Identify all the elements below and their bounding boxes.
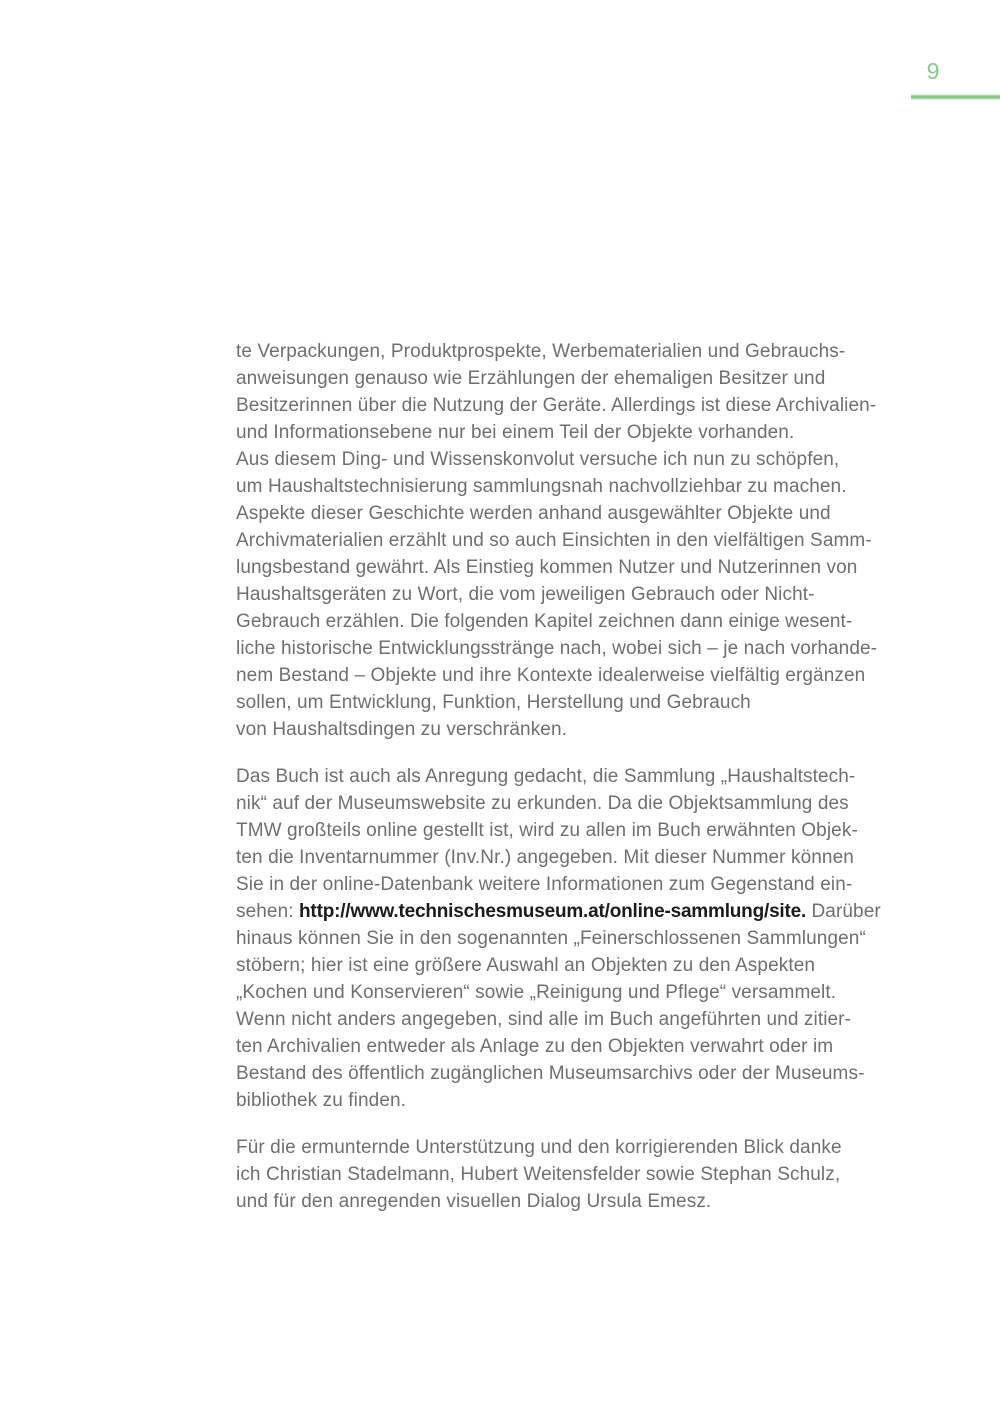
text-segment: stöbern; hier ist eine größere Auswahl an Objekten zu den Aspekten <box>236 955 816 976</box>
text-line <box>236 871 926 898</box>
text-segment: te Verpackungen, Produktprospekte, Werbematerialien und Gebrauchs- <box>236 341 846 362</box>
text-line <box>236 1006 926 1033</box>
paragraph <box>236 763 926 1114</box>
text-line <box>236 898 926 925</box>
text-line <box>236 581 926 608</box>
text-segment: hinaus können Sie in den sogenannten „Feinerschlossenen Sammlungen“ <box>236 928 866 949</box>
text-segment: Haushaltsgeräten zu Wort, die vom jeweiligen Gebrauch oder Nicht- <box>236 584 815 605</box>
text-segment: um Haushaltstechnisierung sammlungsnah nachvollziehbar zu machen. <box>236 476 847 497</box>
text-segment: Für die ermunternde Unterstützung und den korrigierenden Blick danke <box>236 1137 842 1158</box>
text-segment: anweisungen genauso wie Erzählungen der ehemaligen Besitzer und <box>236 368 826 389</box>
text-line <box>236 844 926 871</box>
text-segment: TMW großteils online gestellt ist, wird zu allen im Buch erwähnten Objek- <box>236 820 858 841</box>
text-line <box>236 952 926 979</box>
text-line <box>236 790 926 817</box>
text-line <box>236 554 926 581</box>
text-line <box>236 979 926 1006</box>
paragraph <box>236 338 926 743</box>
text-segment: Aspekte dieser Geschichte werden anhand ausgewählter Objekte und <box>236 503 831 524</box>
text-line <box>236 1161 926 1188</box>
text-segment: nik“ auf der Museumswebsite zu erkunden. Da die Objektsammlung des <box>236 793 849 814</box>
text-line <box>236 763 926 790</box>
text-segment: von Haushaltsdingen zu verschränken. <box>236 719 568 740</box>
text-segment: ten Archivalien entweder als Anlage zu den Objekten verwahrt oder im <box>236 1036 834 1057</box>
text-segment: liche historische Entwicklungsstränge nach, wobei sich – je nach vorhande- <box>236 638 878 659</box>
text-line <box>236 662 926 689</box>
text-segment: Sie in der online-Datenbank weitere Informationen zum Gegenstand ein- <box>236 874 853 895</box>
text-line <box>236 716 926 743</box>
text-segment: Bestand des öffentlich zugänglichen Museumsarchivs oder der Museums- <box>236 1063 865 1084</box>
text-line <box>236 446 926 473</box>
header-rule <box>911 94 1000 100</box>
text-segment: ten die Inventarnummer (Inv.Nr.) angegeben. Mit dieser Nummer können <box>236 847 854 868</box>
text-segment: ich Christian Stadelmann, Hubert Weitensfelder sowie Stephan Schulz, <box>236 1164 841 1185</box>
text-segment: sehen: <box>236 901 300 922</box>
text-line <box>236 608 926 635</box>
body-text <box>236 338 926 1215</box>
text-line <box>236 419 926 446</box>
text-line <box>236 365 926 392</box>
text-line <box>236 1134 926 1161</box>
text-segment: nem Bestand – Objekte und ihre Kontexte idealerweise vielfältig ergänzen <box>236 665 866 686</box>
text-segment: Besitzerinnen über die Nutzung der Geräte. Allerdings ist diese Archivalien- <box>236 395 877 416</box>
text-segment: Gebrauch erzählen. Die folgenden Kapitel zeichnen dann einige wesent- <box>236 611 853 632</box>
text-line <box>236 925 926 952</box>
text-line <box>236 392 926 419</box>
text-line <box>236 1060 926 1087</box>
text-line <box>236 473 926 500</box>
text-segment: Darüber <box>806 901 881 922</box>
text-segment: Aus diesem Ding- und Wissenskonvolut versuche ich nun zu schöpfen, <box>236 449 840 470</box>
text-line <box>236 1188 926 1215</box>
text-segment: bibliothek zu finden. <box>236 1090 407 1111</box>
text-segment: Wenn nicht anders angegeben, sind alle im Buch angeführten und zitier- <box>236 1009 852 1030</box>
text-segment: sollen, um Entwicklung, Funktion, Herstellung und Gebrauch <box>236 692 751 713</box>
text-line <box>236 1087 926 1114</box>
text-line <box>236 635 926 662</box>
text-line <box>236 527 926 554</box>
text-line <box>236 338 926 365</box>
text-segment: „Kochen und Konservieren“ sowie „Reinigung und Pflege“ versammelt. <box>236 982 837 1003</box>
text-line <box>236 817 926 844</box>
text-segment: und für den anregenden visuellen Dialog Ursula Emesz. <box>236 1191 712 1212</box>
text-line <box>236 1033 926 1060</box>
text-segment: lungsbestand gewährt. Als Einstieg kommen Nutzer und Nutzerinnen von <box>236 557 858 578</box>
text-segment: Archivmaterialien erzählt und so auch Einsichten in den vielfältigen Samm- <box>236 530 872 551</box>
page-number: 9 <box>926 58 940 84</box>
text-line <box>236 689 926 716</box>
text-segment: Das Buch ist auch als Anregung gedacht, die Sammlung „Haushaltstech- <box>236 766 856 787</box>
url-text: http://www.technischesmuseum.at/online-sammlung/site. <box>299 901 807 922</box>
text-segment: und Informationsebene nur bei einem Teil der Objekte vorhanden. <box>236 422 795 443</box>
text-line <box>236 500 926 527</box>
paragraph <box>236 1134 926 1215</box>
